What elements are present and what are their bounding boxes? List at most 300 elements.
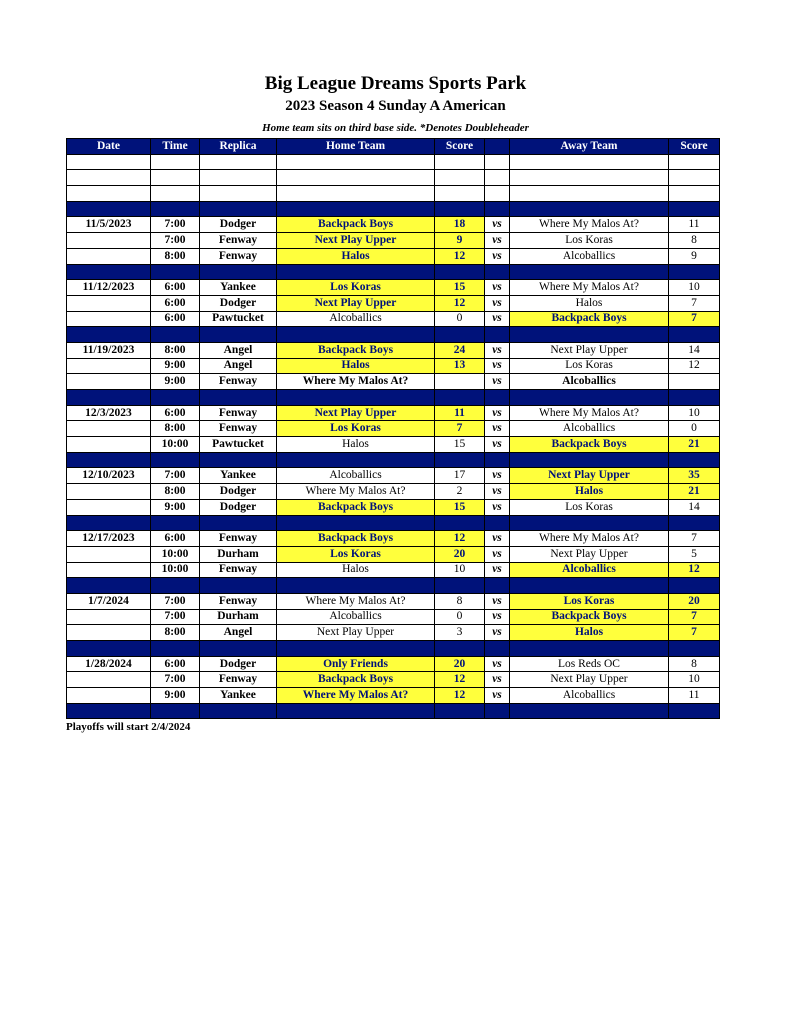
game-replica: Dodger (200, 656, 277, 672)
game-time: 9:00 (151, 358, 200, 374)
home-team: Los Koras (277, 421, 435, 437)
game-row (67, 358, 720, 374)
away-team: Where My Malos At? (510, 217, 669, 233)
separator-cell (200, 327, 277, 343)
separator-cell (435, 264, 485, 280)
separator-cell (669, 578, 720, 594)
separator-cell (510, 578, 669, 594)
game-row (67, 562, 720, 578)
home-team: Next Play Upper (277, 405, 435, 421)
separator-cell (277, 327, 435, 343)
separator-cell (67, 578, 151, 594)
separator-cell (151, 264, 200, 280)
game-date: 12/3/2023 (67, 405, 151, 421)
away-score: 20 (669, 593, 720, 609)
home-team: Only Friends (277, 656, 435, 672)
game-row (67, 342, 720, 358)
game-date (67, 688, 151, 704)
game-row (67, 311, 720, 327)
home-team: Where My Malos At? (277, 374, 435, 390)
game-row (67, 499, 720, 515)
separator-cell (510, 703, 669, 719)
separator-cell (67, 327, 151, 343)
separator-cell (151, 390, 200, 406)
home-team: Los Koras (277, 280, 435, 296)
separator-cell (200, 641, 277, 657)
week-separator (67, 201, 720, 217)
week-separator (67, 327, 720, 343)
game-time: 8:00 (151, 421, 200, 437)
home-team: Halos (277, 562, 435, 578)
home-team: Where My Malos At? (277, 593, 435, 609)
home-score: 11 (435, 405, 485, 421)
week-separator (67, 390, 720, 406)
away-score: 10 (669, 280, 720, 296)
away-score: 10 (669, 672, 720, 688)
game-row (67, 625, 720, 641)
game-date (67, 546, 151, 562)
separator-cell (510, 327, 669, 343)
separator-cell (435, 515, 485, 531)
away-score: 35 (669, 468, 720, 484)
away-score: 12 (669, 562, 720, 578)
vs-label: vs (485, 531, 510, 547)
game-date (67, 295, 151, 311)
game-date (67, 625, 151, 641)
game-replica: Fenway (200, 233, 277, 249)
game-time: 7:00 (151, 593, 200, 609)
vs-label: vs (485, 248, 510, 264)
page-title: Big League Dreams Sports Park (264, 73, 527, 94)
home-score: 12 (435, 688, 485, 704)
game-replica: Fenway (200, 593, 277, 609)
home-score: 12 (435, 672, 485, 688)
vs-label: vs (485, 437, 510, 453)
away-score: 0 (669, 421, 720, 437)
game-replica: Dodger (200, 217, 277, 233)
separator-cell (485, 515, 510, 531)
home-team: Halos (277, 437, 435, 453)
game-time: 8:00 (151, 248, 200, 264)
away-score: 10 (669, 405, 720, 421)
game-time: 10:00 (151, 546, 200, 562)
game-time: 7:00 (151, 468, 200, 484)
separator-cell (435, 327, 485, 343)
game-row (67, 280, 720, 296)
separator-cell (669, 515, 720, 531)
game-row (67, 546, 720, 562)
home-score: 0 (435, 609, 485, 625)
separator-cell (67, 703, 151, 719)
away-team: Alcoballics (510, 248, 669, 264)
game-date (67, 437, 151, 453)
away-team: Alcoballics (510, 688, 669, 704)
game-replica: Angel (200, 342, 277, 358)
blank-row (67, 186, 720, 202)
vs-label: vs (485, 311, 510, 327)
separator-cell (67, 641, 151, 657)
separator-cell (277, 452, 435, 468)
game-date (67, 374, 151, 390)
away-team: Next Play Upper (510, 672, 669, 688)
away-team: Backpack Boys (510, 609, 669, 625)
game-replica: Yankee (200, 468, 277, 484)
game-replica: Angel (200, 358, 277, 374)
vs-label: vs (485, 421, 510, 437)
vs-label: vs (485, 217, 510, 233)
separator-cell (277, 390, 435, 406)
game-row (67, 374, 720, 390)
game-row (67, 248, 720, 264)
separator-cell (669, 327, 720, 343)
col-home-team: Home Team (277, 139, 435, 155)
blank-row (67, 170, 720, 186)
game-date (67, 484, 151, 500)
away-score: 7 (669, 295, 720, 311)
vs-label: vs (485, 280, 510, 296)
game-time: 6:00 (151, 295, 200, 311)
separator-cell (510, 515, 669, 531)
game-row (67, 233, 720, 249)
away-score: 21 (669, 437, 720, 453)
vs-label: vs (485, 625, 510, 641)
separator-cell (510, 201, 669, 217)
away-team: Los Reds OC (510, 656, 669, 672)
game-replica: Fenway (200, 531, 277, 547)
away-score: 7 (669, 609, 720, 625)
game-time: 6:00 (151, 405, 200, 421)
game-time: 6:00 (151, 531, 200, 547)
separator-cell (485, 641, 510, 657)
game-row (67, 468, 720, 484)
away-score: 14 (669, 342, 720, 358)
separator-cell (151, 452, 200, 468)
game-row (67, 656, 720, 672)
home-score: 17 (435, 468, 485, 484)
game-time: 9:00 (151, 499, 200, 515)
away-score: 7 (669, 531, 720, 547)
home-score: 20 (435, 656, 485, 672)
away-team: Alcoballics (510, 562, 669, 578)
game-replica: Pawtucket (200, 437, 277, 453)
game-time: 7:00 (151, 672, 200, 688)
col-away-team: Away Team (510, 139, 669, 155)
game-replica: Dodger (200, 499, 277, 515)
away-score: 8 (669, 233, 720, 249)
blank-row (67, 154, 720, 170)
game-date: 1/7/2024 (67, 593, 151, 609)
game-time: 8:00 (151, 342, 200, 358)
away-team: Halos (510, 484, 669, 500)
separator-cell (669, 703, 720, 719)
separator-cell (669, 390, 720, 406)
game-replica: Durham (200, 546, 277, 562)
separator-cell (151, 201, 200, 217)
home-team: Backpack Boys (277, 342, 435, 358)
game-replica: Angel (200, 625, 277, 641)
vs-label: vs (485, 593, 510, 609)
separator-cell (435, 201, 485, 217)
vs-label: vs (485, 546, 510, 562)
home-team: Next Play Upper (277, 233, 435, 249)
separator-cell (510, 452, 669, 468)
separator-cell (151, 327, 200, 343)
week-separator (67, 578, 720, 594)
separator-cell (200, 264, 277, 280)
game-replica: Fenway (200, 248, 277, 264)
separator-cell (67, 264, 151, 280)
home-score: 18 (435, 217, 485, 233)
home-score: 10 (435, 562, 485, 578)
home-score: 12 (435, 248, 485, 264)
home-score (435, 374, 485, 390)
home-score: 0 (435, 311, 485, 327)
separator-cell (435, 452, 485, 468)
game-time: 8:00 (151, 484, 200, 500)
separator-cell (669, 264, 720, 280)
game-date (67, 609, 151, 625)
col-date: Date (67, 139, 151, 155)
separator-cell (200, 390, 277, 406)
separator-cell (67, 390, 151, 406)
game-replica: Fenway (200, 672, 277, 688)
game-row (67, 688, 720, 704)
away-score: 11 (669, 217, 720, 233)
home-team: Backpack Boys (277, 499, 435, 515)
away-score: 7 (669, 311, 720, 327)
game-date: 11/12/2023 (67, 280, 151, 296)
home-team: Alcoballics (277, 468, 435, 484)
away-team: Where My Malos At? (510, 531, 669, 547)
week-separator (67, 515, 720, 531)
page-subtitle: 2023 Season 4 Sunday A American (285, 98, 506, 114)
separator-cell (485, 264, 510, 280)
col-time: Time (151, 139, 200, 155)
separator-cell (435, 703, 485, 719)
separator-cell (510, 390, 669, 406)
col-vs (485, 139, 510, 155)
home-score: 20 (435, 546, 485, 562)
vs-label: vs (485, 405, 510, 421)
game-date (67, 672, 151, 688)
game-time: 8:00 (151, 625, 200, 641)
home-score: 15 (435, 499, 485, 515)
game-replica: Fenway (200, 562, 277, 578)
week-separator (67, 452, 720, 468)
game-replica: Dodger (200, 484, 277, 500)
col-home-score: Score (435, 139, 485, 155)
vs-label: vs (485, 233, 510, 249)
separator-cell (200, 578, 277, 594)
home-team: Alcoballics (277, 609, 435, 625)
vs-label: vs (485, 656, 510, 672)
game-time: 6:00 (151, 280, 200, 296)
game-row (67, 295, 720, 311)
vs-label: vs (485, 562, 510, 578)
game-row (67, 609, 720, 625)
separator-cell (669, 201, 720, 217)
vs-label: vs (485, 342, 510, 358)
away-team: Halos (510, 625, 669, 641)
game-replica: Yankee (200, 688, 277, 704)
game-row (67, 421, 720, 437)
home-score: 12 (435, 531, 485, 547)
home-team: Los Koras (277, 546, 435, 562)
away-team: Los Koras (510, 499, 669, 515)
away-team: Next Play Upper (510, 342, 669, 358)
vs-label: vs (485, 688, 510, 704)
separator-cell (200, 703, 277, 719)
home-team: Halos (277, 248, 435, 264)
home-team: Where My Malos At? (277, 688, 435, 704)
away-team: Next Play Upper (510, 468, 669, 484)
away-score: 5 (669, 546, 720, 562)
week-separator (67, 264, 720, 280)
away-score: 12 (669, 358, 720, 374)
game-replica: Durham (200, 609, 277, 625)
game-time: 6:00 (151, 311, 200, 327)
separator-cell (151, 641, 200, 657)
away-team: Los Koras (510, 233, 669, 249)
separator-cell (277, 201, 435, 217)
game-row (67, 437, 720, 453)
separator-cell (200, 201, 277, 217)
separator-cell (485, 578, 510, 594)
game-date (67, 499, 151, 515)
game-date (67, 233, 151, 249)
game-row (67, 531, 720, 547)
away-team: Next Play Upper (510, 546, 669, 562)
separator-cell (277, 264, 435, 280)
home-score: 7 (435, 421, 485, 437)
game-date (67, 358, 151, 374)
col-replica: Replica (200, 139, 277, 155)
away-team: Where My Malos At? (510, 280, 669, 296)
separator-cell (67, 452, 151, 468)
game-replica: Fenway (200, 374, 277, 390)
away-team: Alcoballics (510, 421, 669, 437)
away-team: Backpack Boys (510, 437, 669, 453)
vs-label: vs (485, 295, 510, 311)
home-team: Alcoballics (277, 311, 435, 327)
separator-cell (435, 578, 485, 594)
separator-cell (485, 703, 510, 719)
game-time: 7:00 (151, 217, 200, 233)
home-score: 9 (435, 233, 485, 249)
away-team: Halos (510, 295, 669, 311)
home-score: 24 (435, 342, 485, 358)
home-score: 13 (435, 358, 485, 374)
header-row (67, 139, 720, 155)
away-score: 9 (669, 248, 720, 264)
away-team: Los Koras (510, 358, 669, 374)
separator-cell (200, 452, 277, 468)
separator-cell (277, 641, 435, 657)
separator-cell (485, 390, 510, 406)
separator-cell (151, 515, 200, 531)
week-separator (67, 703, 720, 719)
separator-cell (510, 264, 669, 280)
game-replica: Fenway (200, 421, 277, 437)
separator-cell (277, 578, 435, 594)
separator-cell (67, 515, 151, 531)
page-note: Home team sits on third base side. *Denotes Doubleheader (262, 122, 529, 134)
away-score: 21 (669, 484, 720, 500)
game-row (67, 484, 720, 500)
separator-cell (485, 201, 510, 217)
game-time: 9:00 (151, 374, 200, 390)
game-time: 7:00 (151, 609, 200, 625)
schedule-body (67, 154, 720, 719)
home-score: 2 (435, 484, 485, 500)
away-team: Where My Malos At? (510, 405, 669, 421)
week-separator (67, 641, 720, 657)
away-team: Backpack Boys (510, 311, 669, 327)
separator-cell (151, 703, 200, 719)
home-score: 3 (435, 625, 485, 641)
away-score: 8 (669, 656, 720, 672)
separator-cell (200, 515, 277, 531)
game-replica: Dodger (200, 295, 277, 311)
separator-cell (435, 390, 485, 406)
separator-cell (669, 641, 720, 657)
game-date (67, 421, 151, 437)
vs-label: vs (485, 468, 510, 484)
separator-cell (151, 578, 200, 594)
home-score: 15 (435, 280, 485, 296)
separator-cell (669, 452, 720, 468)
vs-label: vs (485, 499, 510, 515)
separator-cell (435, 641, 485, 657)
home-team: Halos (277, 358, 435, 374)
game-date (67, 562, 151, 578)
game-date: 11/19/2023 (67, 342, 151, 358)
home-score: 15 (435, 437, 485, 453)
game-row (67, 217, 720, 233)
away-score (669, 374, 720, 390)
home-team: Next Play Upper (277, 625, 435, 641)
game-row (67, 405, 720, 421)
game-time: 10:00 (151, 562, 200, 578)
away-score: 11 (669, 688, 720, 704)
game-time: 9:00 (151, 688, 200, 704)
game-date: 12/17/2023 (67, 531, 151, 547)
separator-cell (485, 327, 510, 343)
vs-label: vs (485, 358, 510, 374)
separator-cell (67, 201, 151, 217)
game-date: 11/5/2023 (67, 217, 151, 233)
home-score: 12 (435, 295, 485, 311)
vs-label: vs (485, 484, 510, 500)
away-team: Alcoballics (510, 374, 669, 390)
separator-cell (510, 641, 669, 657)
game-date (67, 248, 151, 264)
game-row (67, 672, 720, 688)
footer-note: Playoffs will start 2/4/2024 (66, 721, 191, 733)
home-team: Where My Malos At? (277, 484, 435, 500)
home-team: Next Play Upper (277, 295, 435, 311)
game-replica: Yankee (200, 280, 277, 296)
separator-cell (277, 703, 435, 719)
away-score: 7 (669, 625, 720, 641)
home-team: Backpack Boys (277, 672, 435, 688)
game-replica: Fenway (200, 405, 277, 421)
game-time: 7:00 (151, 233, 200, 249)
home-score: 8 (435, 593, 485, 609)
away-team: Los Koras (510, 593, 669, 609)
schedule-table (66, 138, 720, 719)
vs-label: vs (485, 609, 510, 625)
